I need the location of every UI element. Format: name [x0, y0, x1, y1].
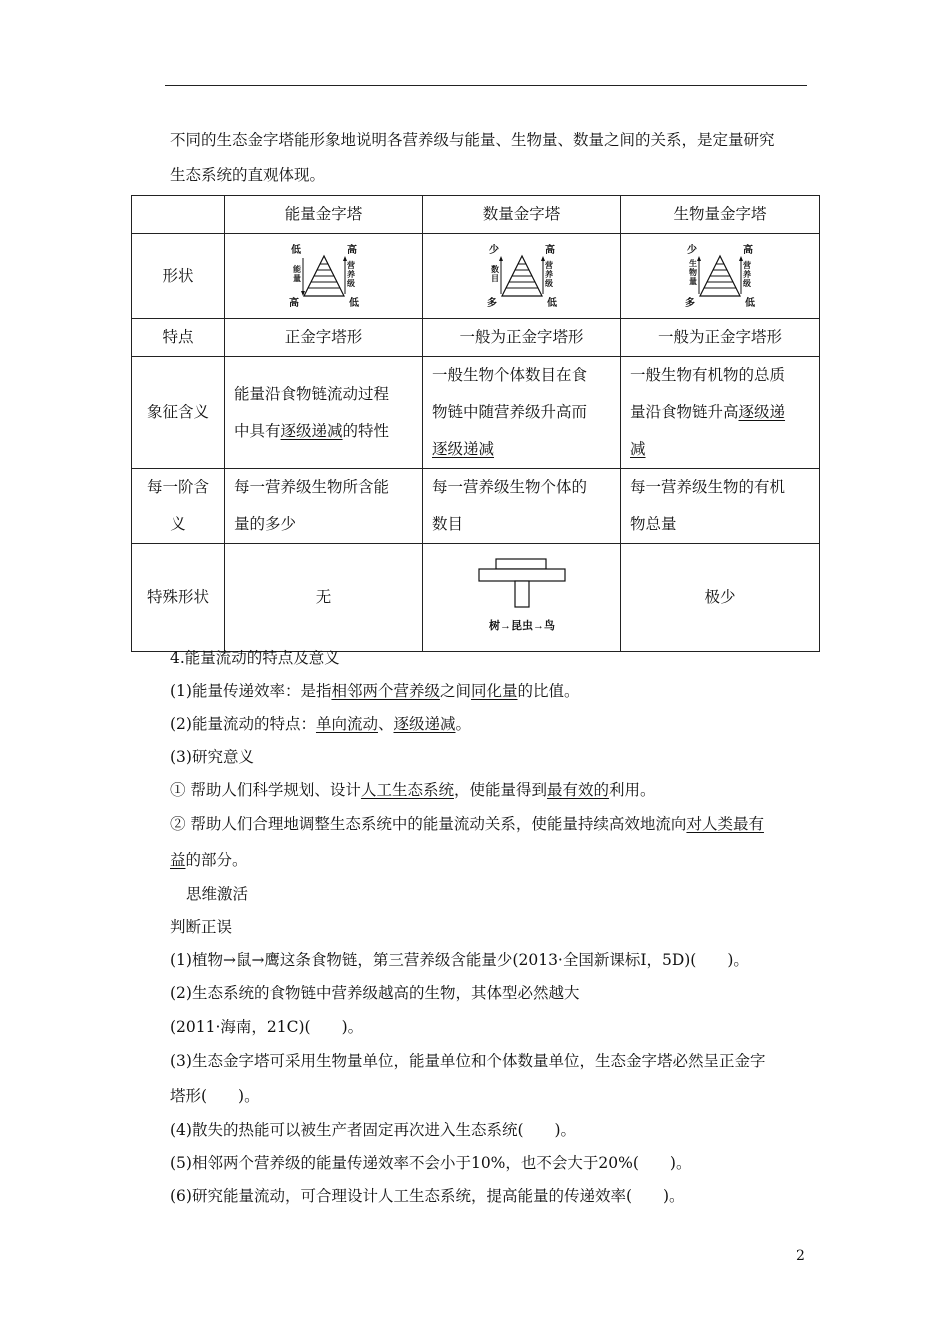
- intro-line-1: 不同的生态金字塔能形象地说明各营养级与能量、生物量、数量之间的关系，是定量研究: [170, 131, 775, 149]
- energy-side-right-2: 养: [346, 270, 355, 279]
- number-top-left: 少: [488, 245, 499, 256]
- question-2-line-2: (2011·海南，21C)( )。: [170, 1018, 364, 1036]
- question-6: (6)研究能量流动，可合理设计人工生态系统，提高能量的传递效率( )。: [170, 1187, 685, 1205]
- special-biomass: 极少: [621, 544, 820, 652]
- feature-energy: 正金字塔形: [225, 319, 423, 357]
- question-2-line-1: (2)生态系统的食物链中营养级越高的生物，其体型必然越大: [170, 984, 580, 1002]
- energy-side-right-1: 营: [346, 261, 355, 270]
- number-pyramid-cell: [423, 234, 621, 319]
- question-5: (5)相邻两个营养级的能量传递效率不会小于10%，也不会大于20%( )。: [170, 1154, 692, 1172]
- energy-bottom-right: 低: [348, 298, 359, 308]
- energy-side-right-3: 级: [346, 279, 355, 288]
- feature-biomass: 一般为正金字塔形: [621, 319, 820, 357]
- table-header-row: [132, 196, 820, 234]
- biomass-top-right: 高: [743, 245, 753, 256]
- biomass-side-left-1: 生: [689, 259, 697, 268]
- number-bottom-left: 多: [486, 298, 497, 308]
- intro-line-2: 生态系统的直观体现。: [170, 166, 326, 184]
- question-3-line-1: (3)生态金字塔可采用生物量单位，能量单位和个体数量单位，生态金字塔必然呈正金字: [170, 1052, 766, 1070]
- number-side-left-2: 目: [490, 274, 499, 283]
- section4-p5-cont: 益的部分。: [170, 851, 248, 869]
- meaning-biomass: 一般生物有机物的总质 量沿食物链升高逐级递 减: [621, 357, 820, 469]
- pyramid-comparison-table: [131, 195, 820, 652]
- section4-p1: (1)能量传递效率：是指相邻两个营养级之间同化量的比值。: [170, 682, 580, 700]
- table-row-meaning: [132, 357, 820, 469]
- level-number: 每一营养级生物个体的 数目: [423, 469, 621, 544]
- row-label-shape: 形状: [132, 234, 225, 319]
- table-row-special: [132, 544, 820, 652]
- section4-p4: ① 帮助人们科学规划、设计人工生态系统，使能量得到最有效的利用。: [170, 781, 656, 799]
- level-biomass: 每一营养级生物的有机 物总量: [621, 469, 820, 544]
- question-1: (1)植物→鼠→鹰这条食物链，第三营养级含能量少(2013·全国新课标Ⅰ，5D)( )。: [170, 951, 749, 969]
- question-4: (4)散失的热能可以被生产者固定再次进入生态系统( )。: [170, 1121, 577, 1139]
- energy-side-left-2: 量: [292, 274, 301, 283]
- biomass-side-left-3: 量: [689, 277, 697, 286]
- row-label-feature: 特点: [132, 319, 225, 357]
- number-side-right-3: 级: [544, 279, 553, 288]
- number-side-right-2: 养: [544, 270, 553, 279]
- number-side-left-1: 数: [490, 265, 499, 274]
- energy-top-left: 低: [290, 245, 301, 256]
- row-label-special: 特殊形状: [132, 544, 225, 652]
- table-row-level: [132, 469, 820, 544]
- section4-title: 4.能量流动的特点及意义: [170, 649, 340, 667]
- level-energy: 每一营养级生物所含能 量的多少: [225, 469, 423, 544]
- table-corner-cell: [132, 196, 225, 234]
- special-energy: 无: [225, 544, 423, 652]
- biomass-side-right-1: 营: [743, 261, 751, 270]
- thinking-subtitle: 判断正误: [170, 918, 233, 936]
- thinking-title: 思维激活: [186, 885, 249, 903]
- meaning-number: 一般生物个体数目在食 物链中随营养级升高而 逐级递减: [423, 357, 621, 469]
- food-chain-caption: 树→昆虫→鸟: [488, 619, 555, 632]
- biomass-side-left-2: 物: [689, 268, 697, 277]
- energy-pyramid-icon: [279, 244, 369, 308]
- biomass-side-right-3: 级: [743, 279, 751, 288]
- number-side-right-1: 营: [544, 261, 553, 270]
- section4-p2: (2)能量流动的特点：单向流动、逐级递减。: [170, 715, 472, 733]
- section4-p3: (3)研究意义: [170, 748, 254, 766]
- biomass-pyramid-cell: [621, 234, 820, 319]
- page-number: 2: [796, 1248, 805, 1264]
- question-3-line-2: 塔形( )。: [170, 1087, 260, 1105]
- header-energy: 能量金字塔: [225, 196, 423, 234]
- energy-top-right: 高: [346, 245, 357, 256]
- number-bottom-right: 低: [546, 298, 557, 308]
- header-rule: [165, 85, 807, 86]
- meaning-energy: 能量沿食物链流动过程 中具有逐级递减的特性: [225, 357, 423, 469]
- row-label-level: 每一阶含 义: [132, 469, 225, 544]
- energy-pyramid-cell: [225, 234, 423, 319]
- biomass-top-left: 少: [687, 245, 697, 256]
- table-row-shape: [132, 234, 820, 319]
- section4-p5: ② 帮助人们合理地调整生态系统中的能量流动关系，使能量持续高效地流向对人类最有: [170, 815, 764, 833]
- row-label-meaning: 象征含义: [132, 357, 225, 469]
- number-top-right: 高: [544, 245, 555, 256]
- inverted-number-pyramid-icon: [467, 555, 577, 641]
- header-biomass: 生物量金字塔: [621, 196, 820, 234]
- table-row-feature: [132, 319, 820, 357]
- header-number: 数量金字塔: [423, 196, 621, 234]
- number-pyramid-icon: [477, 244, 567, 308]
- biomass-bottom-left: 多: [685, 298, 695, 308]
- feature-number: 一般为正金字塔形: [423, 319, 621, 357]
- biomass-pyramid-icon: [675, 244, 765, 308]
- energy-side-left-1: 能: [292, 265, 301, 274]
- special-number: [423, 544, 621, 652]
- biomass-side-right-2: 养: [743, 270, 751, 279]
- energy-bottom-left: 高: [288, 298, 299, 308]
- biomass-bottom-right: 低: [745, 298, 755, 308]
